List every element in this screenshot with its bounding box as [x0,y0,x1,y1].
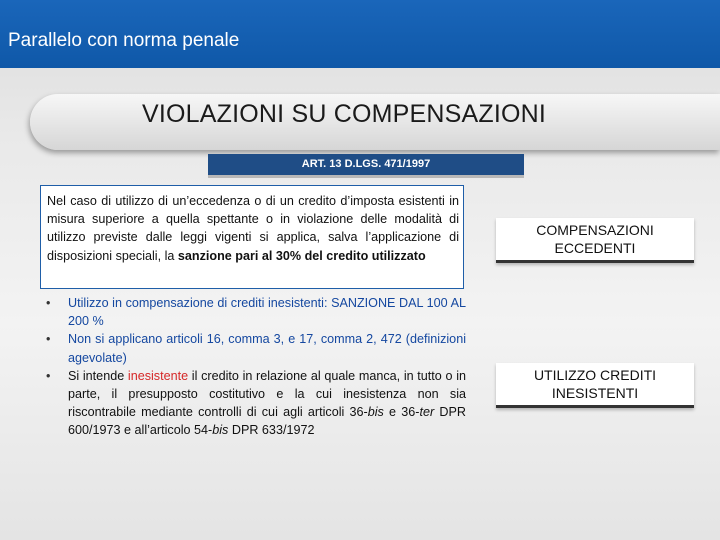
bullet-text: e 36- [383,405,420,420]
bullet-text: Si intende [68,368,128,383]
bullet-dot: • [46,368,51,383]
header-title: Parallelo con norma penale [8,30,240,51]
box-label-line2: INESISTENTI [551,385,639,401]
bullet-text: il credito in relazione al quale manca, in tutto o in parte, il presupposto costitutivo e la cui inesistenza non sia riscontrabile mediante controlli di cui agli articoli 36- [68,368,466,420]
box-label-line1: COMPENSAZIONI [536,222,654,238]
bullet-text: Non si applicano articoli 16, comma 3, e 17, comma 2, 472 (definizioni agevolate) [68,332,466,365]
box-utilizzo-crediti-inesistenti [496,363,694,408]
bullet-dot: • [46,332,51,347]
bullet-dot: • [46,296,51,310]
intro-paragraph [47,192,459,265]
list-item [46,330,466,366]
bullet-text: DPR 633/1972 [228,423,315,438]
italic-text: ter [419,405,435,420]
intro-paragraph-bold: sanzione pari al 30% del credito utilizzato [177,248,426,263]
subtitle-bar: ART. 13 D.LGS. 471/1997 [208,154,524,178]
bullet-list [46,294,466,440]
highlight-text: inesistente [127,368,189,383]
slide-title: VIOLAZIONI SU COMPENSAZIONI [142,100,547,128]
box-label-line2: ECCEDENTI [554,240,636,256]
italic-text: bis [212,423,229,438]
bullet-text: DPR 600/1973 e all’articolo 54- [68,405,466,438]
intro-paragraph-text: Nel caso di utilizzo di un’eccedenza o di un credito d’imposta esistenti in misura superiore a quella spettante o in violazione delle modalità di utilizzo previste dalle leggi vigenti si applica, salva l’applicazione di disposizioni speciali, la [47,194,459,263]
list-item [46,367,466,440]
box-label-line1: UTILIZZO CREDITI [533,367,657,383]
italic-text: bis [367,405,384,420]
list-item [46,294,466,330]
bullet-text: Utilizzo in compensazione di crediti inesistenti: SANZIONE DAL 100 AL 200 % [68,296,466,329]
box-compensazioni-eccedenti [496,218,694,263]
header-bar [0,0,720,68]
